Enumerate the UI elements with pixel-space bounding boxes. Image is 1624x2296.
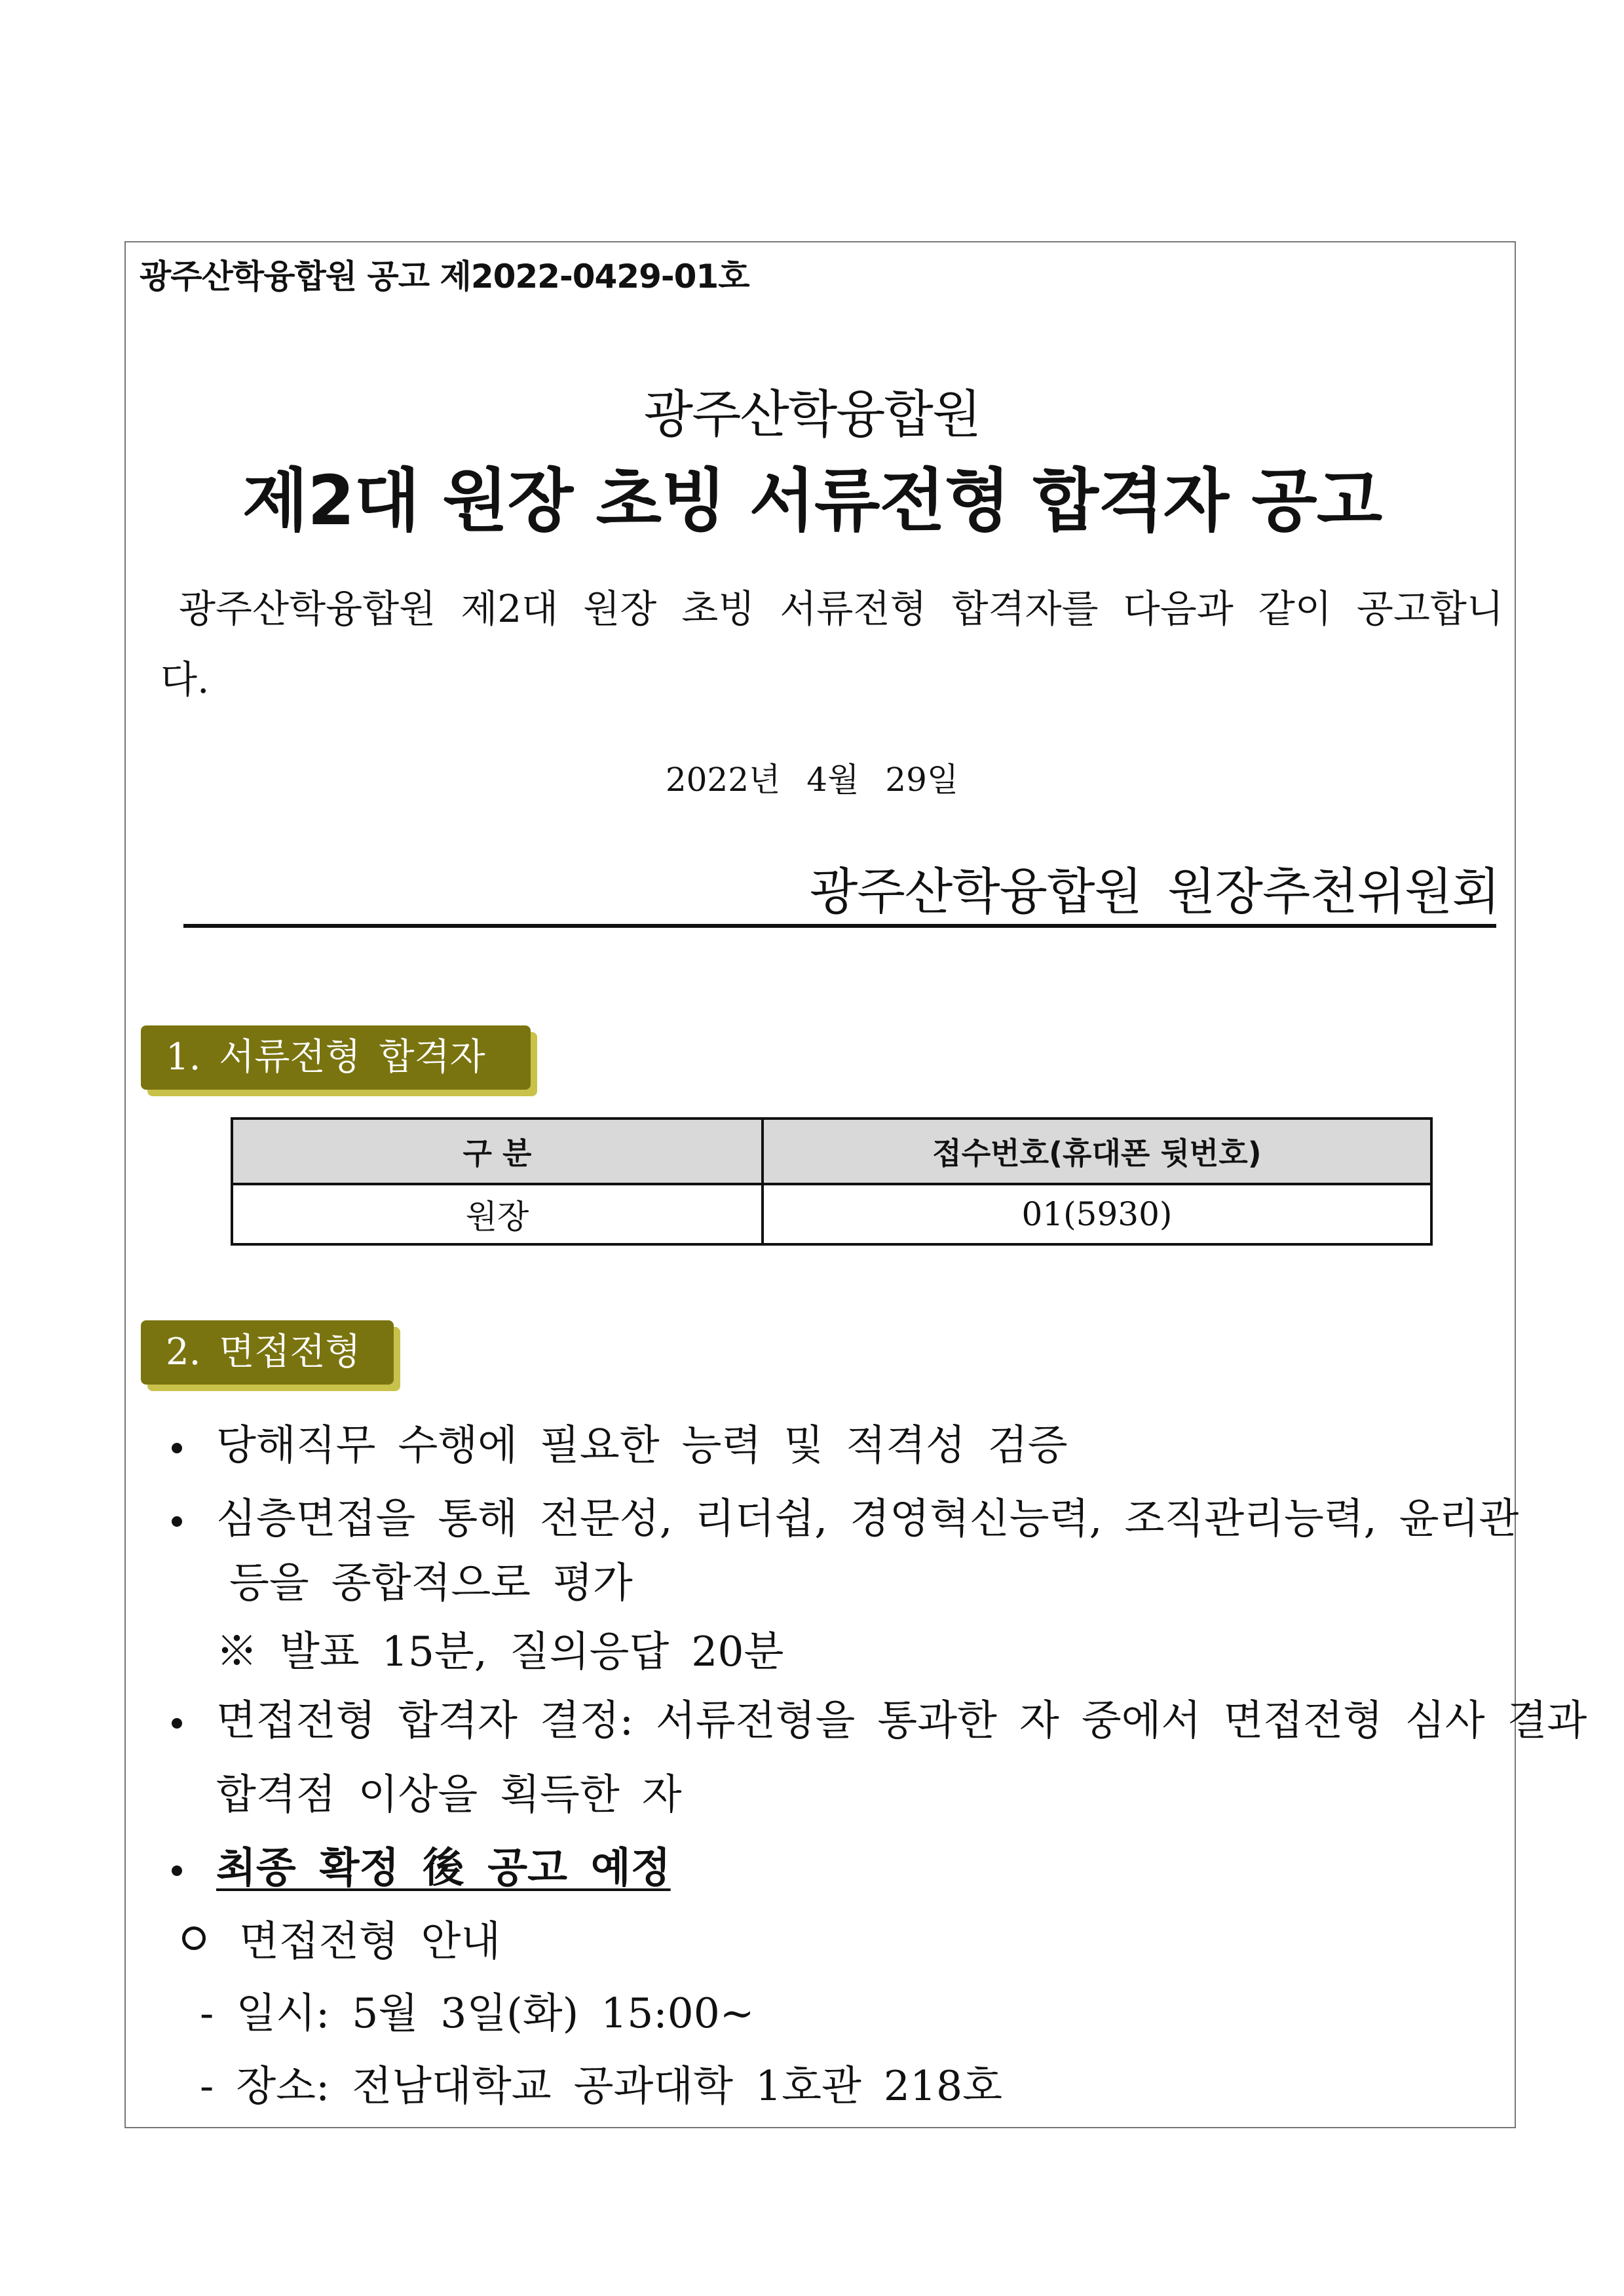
committee-signature: 광주산학융합원 원장추천위원회: [810, 862, 1500, 921]
bullet-item-continuation: 등을 종합적으로 평가: [229, 1559, 633, 1607]
section-2-header: 2. 면접전형: [141, 1320, 394, 1385]
interview-place: - 장소: 전남대학교 공과대학 1호관 218호: [200, 2062, 1002, 2110]
bullet-item: 면접전형 합격자 결정: 서류전형을 통과한 자 중에서 면접전형 심사 결과: [216, 1696, 1587, 1744]
final-announcement-note: 최종 확정 後 공고 예정: [216, 1844, 671, 1892]
interview-guide-title: 면접전형 안내: [239, 1917, 501, 1965]
intro-paragraph: 광주산학융합원 제2대 원장 초빙 서류전형 합격자를 다음과 같이 공고합니다.: [161, 586, 1503, 702]
presentation-note: ※ 발표 15분, 질의응답 20분: [216, 1628, 784, 1675]
table-header-row: [232, 1119, 1431, 1184]
bullet-item: 심층면접을 통해 전문성, 리더쉽, 경영혁신능력, 조직관리능력, 윤리관: [216, 1495, 1519, 1542]
circle-icon: [182, 1926, 206, 1950]
notice-date: 2022년 4월 29일: [665, 761, 959, 799]
signature-rule: [183, 924, 1496, 928]
bullet-icon: [172, 1866, 182, 1876]
organization-title: 광주산학융합원: [643, 385, 981, 444]
interview-schedule: - 일시: 5월 3일(화) 15:00~: [200, 1989, 755, 2037]
table-header-category: 구 분: [232, 1119, 763, 1184]
page-title: 제2대 원장 초빙 서류전형 합격자 공고: [242, 461, 1382, 541]
table-row: [232, 1184, 1431, 1244]
table-cell-receipt-number: 01(5930): [763, 1184, 1431, 1244]
bullet-item: 당해직무 수행에 필요한 능력 및 적격성 검증: [216, 1421, 1068, 1469]
section-1-header: 1. 서류전형 합격자: [141, 1025, 531, 1090]
bullet-item-continuation: 합격점 이상을 획득한 자: [216, 1770, 682, 1818]
bullet-icon: [172, 1516, 182, 1527]
bullet-icon: [172, 1443, 182, 1453]
bullet-icon: [172, 1718, 182, 1729]
passer-table: [231, 1117, 1433, 1246]
table-cell-category: 원장: [232, 1184, 763, 1244]
notice-number: 광주산학융합원 공고 제2022-0429-01호: [140, 258, 749, 296]
table-header-receipt-number: 접수번호(휴대폰 뒷번호): [763, 1119, 1431, 1184]
